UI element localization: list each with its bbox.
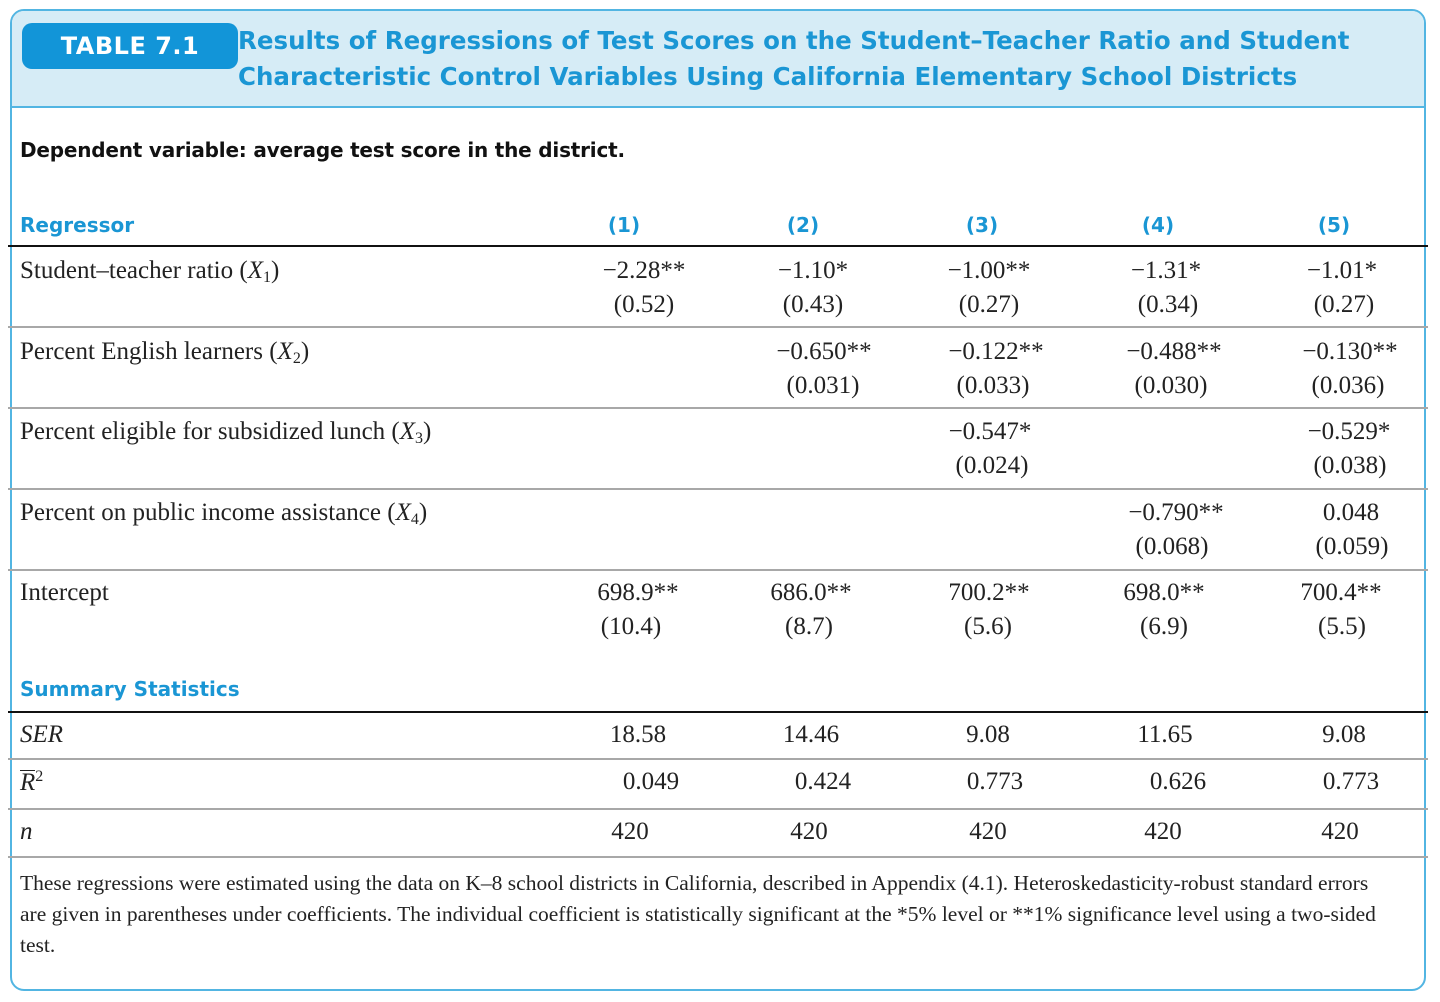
coef-r3-c5: −0.529* — [1307, 418, 1391, 445]
se-r5-c5: (5.5) — [1318, 613, 1366, 640]
coef-r5-c1: 698.9** — [597, 579, 679, 606]
ser-c3: 9.08 — [966, 721, 1010, 748]
table-number-tag: TABLE 7.1 — [22, 23, 238, 69]
dependent-variable-caption: Dependent variable: average test score in the district. — [20, 138, 625, 162]
row-label-percent-public-income-assistance: Percent on public income assistance $(X_4)$ — [20, 499, 428, 528]
table-header-band — [12, 11, 1424, 108]
row-label-percent-subsidized-lunch: Percent eligible for subsidized lunch $(X_3)$ — [20, 418, 432, 447]
coef-r5-c4: 698.0** — [1123, 579, 1205, 606]
coef-r1-c1: −2.28** — [602, 257, 686, 284]
rbar2-c4: 0.626 — [1149, 768, 1207, 795]
coef-r4-c5: 0.048 — [1322, 499, 1380, 526]
summary-label-ser: SER — [20, 721, 64, 748]
se-r5-c1: (10.4) — [600, 613, 662, 640]
header-rule — [8, 245, 1428, 247]
summary-label-rbar2: $R^2$ — [20, 768, 44, 797]
se-r1-c2: (0.43) — [782, 291, 844, 318]
ser-c1: 18.58 — [609, 721, 667, 748]
se-r2-c5: (0.036) — [1311, 372, 1385, 399]
se-r1-c4: (0.34) — [1137, 291, 1199, 318]
column-header-2: (2) — [786, 213, 820, 237]
se-r4-c4: (0.068) — [1135, 533, 1209, 560]
n-c3: 420 — [969, 818, 1007, 845]
se-r2-c2: (0.031) — [786, 372, 860, 399]
ser-c5: 9.08 — [1322, 721, 1366, 748]
ser-c2: 14.46 — [782, 721, 840, 748]
table-title — [238, 23, 1368, 95]
coef-r1-c2: −1.10* — [777, 257, 849, 284]
row-label-intercept: Intercept — [20, 579, 109, 606]
summary-divider-1 — [8, 758, 1428, 760]
rbar2-c1: 0.049 — [622, 768, 680, 795]
coef-r5-c2: 686.0** — [770, 579, 852, 606]
coef-r4-c4: −0.790** — [1128, 499, 1224, 526]
se-r5-c4: (6.9) — [1140, 613, 1188, 640]
se-r3-c3: (0.024) — [955, 452, 1029, 479]
summary-rule — [8, 711, 1428, 713]
coef-r1-c3: −1.00** — [947, 257, 1031, 284]
coef-r2-c5: −0.130** — [1302, 338, 1398, 365]
summary-divider-3 — [8, 856, 1428, 858]
ser-c4: 11.65 — [1137, 721, 1193, 748]
row-label-percent-english-learners: Percent English learners $(X_2)$ — [20, 338, 310, 367]
coef-r2-c2: −0.650** — [776, 338, 872, 365]
n-c1: 420 — [611, 818, 649, 845]
coef-r2-c4: −0.488** — [1126, 338, 1222, 365]
summary-statistics-header: Summary Statistics — [20, 677, 240, 701]
coef-r2-c3: −0.122** — [948, 338, 1044, 365]
se-r2-c4: (0.030) — [1134, 372, 1208, 399]
column-header-4: (4) — [1141, 213, 1175, 237]
table-title-line2: Characteristic Control Variables Using California Elementary School Districts — [238, 62, 1298, 91]
table-title-line1: Results of Regressions of Test Scores on the Student–Teacher Ratio and Student — [238, 26, 1350, 55]
regressor-header: Regressor — [20, 213, 135, 237]
row-label-student-teacher-ratio: Student–teacher ratio $(X_1)$ — [20, 257, 280, 286]
column-header-3: (3) — [965, 213, 999, 237]
se-r1-c5: (0.27) — [1313, 291, 1375, 318]
se-r5-c2: (8.7) — [785, 613, 833, 640]
se-r1-c1: (0.52) — [613, 291, 675, 318]
row-divider-2 — [8, 407, 1428, 409]
row-divider-4 — [8, 569, 1428, 571]
row-divider-3 — [8, 488, 1428, 490]
se-r3-c5: (0.038) — [1313, 452, 1387, 479]
rbar2-c5: 0.773 — [1322, 768, 1380, 795]
n-c2: 420 — [790, 818, 828, 845]
se-r1-c3: (0.27) — [958, 291, 1020, 318]
summary-divider-2 — [8, 808, 1428, 810]
se-r2-c3: (0.033) — [956, 372, 1030, 399]
se-r4-c5: (0.059) — [1315, 533, 1389, 560]
coef-r1-c4: −1.31* — [1130, 257, 1202, 284]
se-r5-c3: (5.6) — [964, 613, 1012, 640]
table-footnote: These regressions were estimated using the data on K–8 school districts in California, described in Appendix (4.1). Heteroskedasticity-robust standard errors are given in parentheses under coefficients. The individual coefficient is statistically significant at the *5% level or **1% significance level using a two-sided test. — [20, 871, 1376, 957]
row-divider-1 — [8, 326, 1428, 328]
coef-r5-c5: 700.4** — [1300, 579, 1382, 606]
n-c5: 420 — [1321, 818, 1359, 845]
coef-r3-c3: −0.547* — [948, 418, 1032, 445]
rbar2-c3: 0.773 — [966, 768, 1024, 795]
coef-r5-c3: 700.2** — [948, 579, 1030, 606]
summary-label-n: n — [20, 818, 33, 845]
column-header-1: (1) — [607, 213, 641, 237]
n-c4: 420 — [1144, 818, 1182, 845]
column-header-5: (5) — [1317, 213, 1351, 237]
rbar2-c2: 0.424 — [794, 768, 852, 795]
coef-r1-c5: −1.01* — [1306, 257, 1378, 284]
